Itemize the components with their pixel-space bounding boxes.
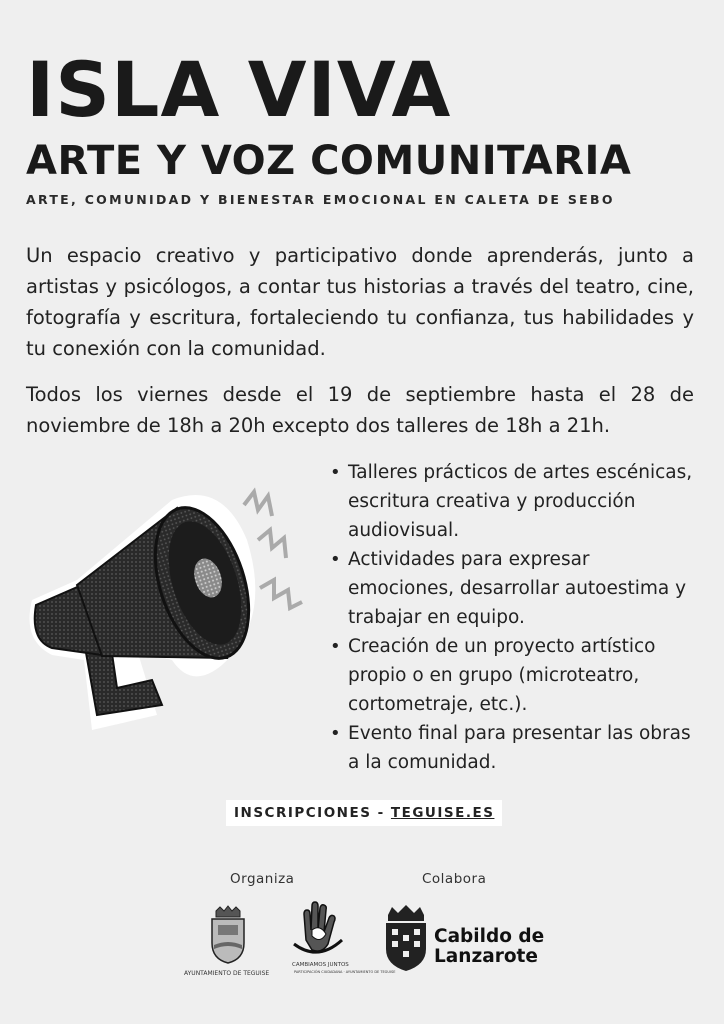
list-item: • Creación de un proyecto artístico propio o en grupo (microteatro, cortometraje, etc.). [330, 636, 656, 715]
registration-link[interactable]: TEGUISE.ES [390, 805, 495, 821]
feature-list [330, 458, 700, 777]
list-item: • Actividades para expresar emociones, desarrollar autoestima y trabajar en equipo. [330, 549, 687, 628]
intro-paragraph: Un espacio creativo y participativo donde aprenderás, junto a artistas y psicólogos, a contar tus historias a través del teatro, cine, fotografía y escritura, fortaleciendo tu confianza, tus habilidades y tu conexión con la comunidad. [26, 244, 694, 360]
list-item: • Talleres prácticos de artes escénicas, escritura creativa y producción audiovisual. [330, 462, 693, 541]
poster-title: ISLA VIVA [26, 45, 452, 134]
megaphone-icon [22, 480, 312, 740]
hands-logo-icon [290, 900, 346, 962]
teguise-crest-icon [206, 905, 250, 965]
poster-subtitle: ARTE Y VOZ COMUNITARIA [26, 138, 632, 184]
registration-banner [226, 800, 502, 826]
organiza-label: Organiza [230, 871, 295, 887]
schedule-paragraph: Todos los viernes desde el 19 de septiembre hasta el 28 de noviembre de 18h a 20h excepto dos talleres de 18h a 21h. [26, 383, 694, 437]
ayuntamiento-label: AYUNTAMIENTO DE TEGUISE [184, 970, 270, 977]
registration-label: INSCRIPCIONES - [234, 805, 391, 821]
poster-tagline: ARTE, COMUNIDAD Y BIENESTAR EMOCIONAL EN CALETA DE SEBO [26, 192, 615, 207]
cabildo-crest-icon [384, 905, 428, 971]
colabora-label: Colabora [422, 871, 487, 887]
cabildo-name: Cabildo de Lanzarote [434, 926, 545, 967]
juntos-label: CAMBIAMOS JUNTOS [292, 962, 349, 968]
juntos-sublabel: PARTICIPACIÓN CIUDADANA · AYUNTAMIENTO DE TEGUISE [294, 970, 396, 974]
list-item: • Evento final para presentar las obras a la comunidad. [330, 723, 691, 773]
